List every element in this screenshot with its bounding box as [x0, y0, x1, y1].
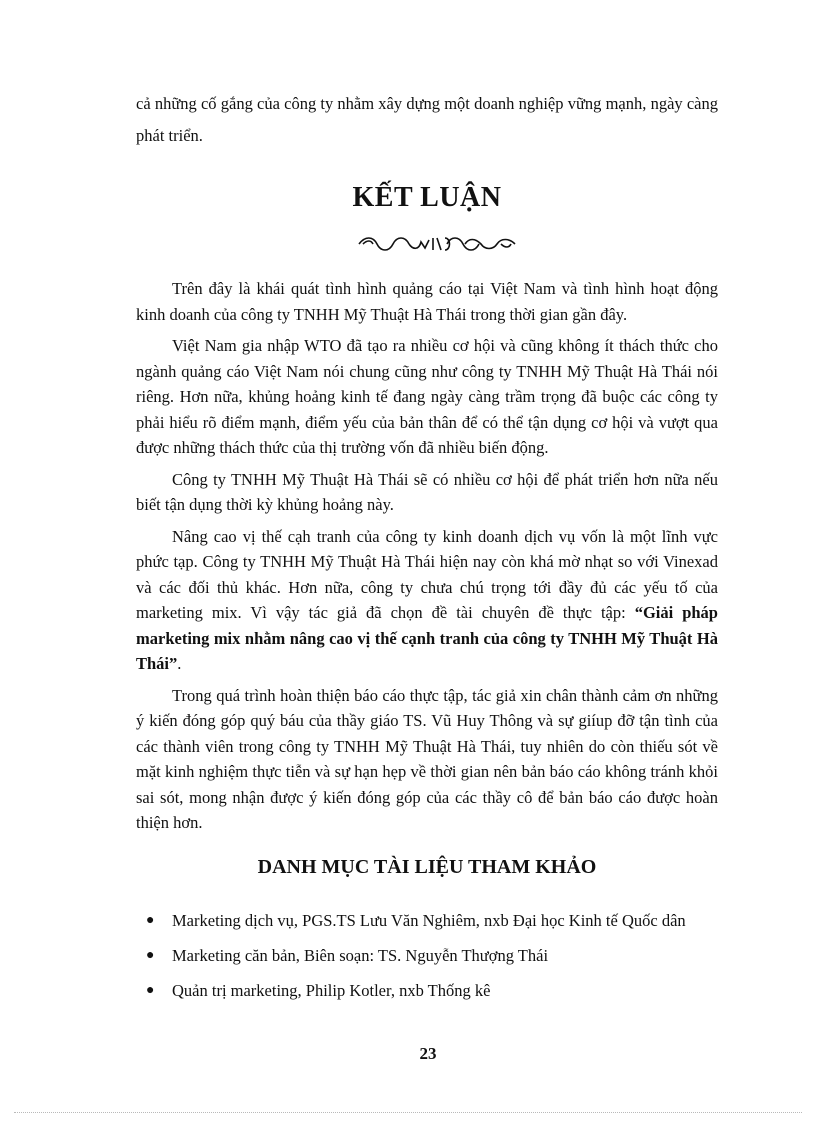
conclusion-paragraph: Việt Nam gia nhập WTO đã tạo ra nhiều cơ hội và cũng không ít thách thức cho ngành quảng cáo Việt Nam nói chung cũng như công ty TNHH Mỹ Thuật Hà Thái nói riêng. Hơn nữa, khủng hoảng kinh tế đang ngày càng trầm trọng đã buộc các công ty phải hiểu rõ điểm mạnh, điểm yếu của bản thân để có thể tận dụng cơ hội và vượt qua được những thách thức của thị trường vốn đã nhiều biến động. [136, 336, 718, 457]
reference-text: Quản trị marketing, Philip Kotler, nxb Thống kê [172, 981, 491, 1000]
conclusion-body [136, 276, 718, 842]
conclusion-paragraph: Trên đây là khái quát tình hình quảng cáo tại Việt Nam và tình hình hoạt động kinh doanh của công ty TNHH Mỹ Thuật Hà Thái trong thời gian gần đây. [136, 279, 718, 324]
list-item [136, 978, 718, 1003]
references-list [136, 908, 718, 1013]
paragraph-text: Nâng cao vị thế cạh tranh của công ty kinh doanh dịch vụ vốn là một lĩnh vực phức tạp. Công ty TNHH Mỹ Thuật Hà Thái hiện nay còn khá mờ nhạt so với Vinexad và các đối thủ khác. Hơn nữa, công ty chưa chú trọng tới đầy đủ các yếu tố của marketing mix. Vì vậy tác giả đã chọn đề tài chuyên đề thực tập: [136, 526, 718, 622]
thesis-topic: “Giải pháp marketing mix nhằm nâng cao vị thế cạnh tranh của công ty TNHH Mỹ Thuật Hà Thái” [136, 603, 718, 673]
conclusion-paragraph [136, 524, 718, 677]
references-heading: DANH MỤC TÀI LIỆU THAM KHẢO [257, 856, 597, 878]
list-item [136, 908, 718, 933]
conclusion-heading: KẾT LUẬN [352, 182, 502, 213]
reference-text: Marketing căn bản, Biên soạn: TS. Nguyễn Thượng Thái [172, 946, 549, 965]
page-number: 23 [419, 1044, 437, 1063]
conclusion-paragraph: Công ty TNHH Mỹ Thuật Hà Thái sẽ có nhiều cơ hội để phát triển hơn nữa nếu biết tận dụng thời kỳ khủng hoảng này. [136, 469, 718, 514]
paragraph-end: . [177, 654, 182, 673]
conclusion-paragraph: Trong quá trình hoàn thiện báo cáo thực tập, tác giả xin chân thành cảm ơn những ý kiến đóng góp quý báu của thầy giáo TS. Vũ Huy Thông và sự giíup đỡ tận tình của các thành viên trong công ty TNHH Mỹ Thuật Hà Thái, tuy nhiên do còn thiếu sót về mặt kinh nghiệm thực tiễn và sự hạn hẹp về thời gian nên bản báo cáo không tránh khỏi sai sót, mong nhận được ý kiến đóng góp của các thầy cô để bản báo cáo được hoàn thiện hơn. [136, 685, 718, 832]
page-bottom-border [14, 1112, 802, 1113]
bullet-icon: ● [146, 983, 155, 998]
list-item [136, 943, 718, 968]
bullet-icon: ● [146, 913, 155, 928]
bullet-icon: ● [146, 948, 155, 963]
ornament-divider-icon [355, 234, 519, 254]
reference-text: Marketing dịch vụ, PGS.TS Lưu Văn Nghiêm, nxb Đại học Kinh tế Quốc dân [172, 911, 686, 930]
lead-paragraph: cả những cố gắng của công ty nhằm xây dựng một doanh nghiệp vững mạnh, ngày càng phát triển. [136, 94, 718, 145]
